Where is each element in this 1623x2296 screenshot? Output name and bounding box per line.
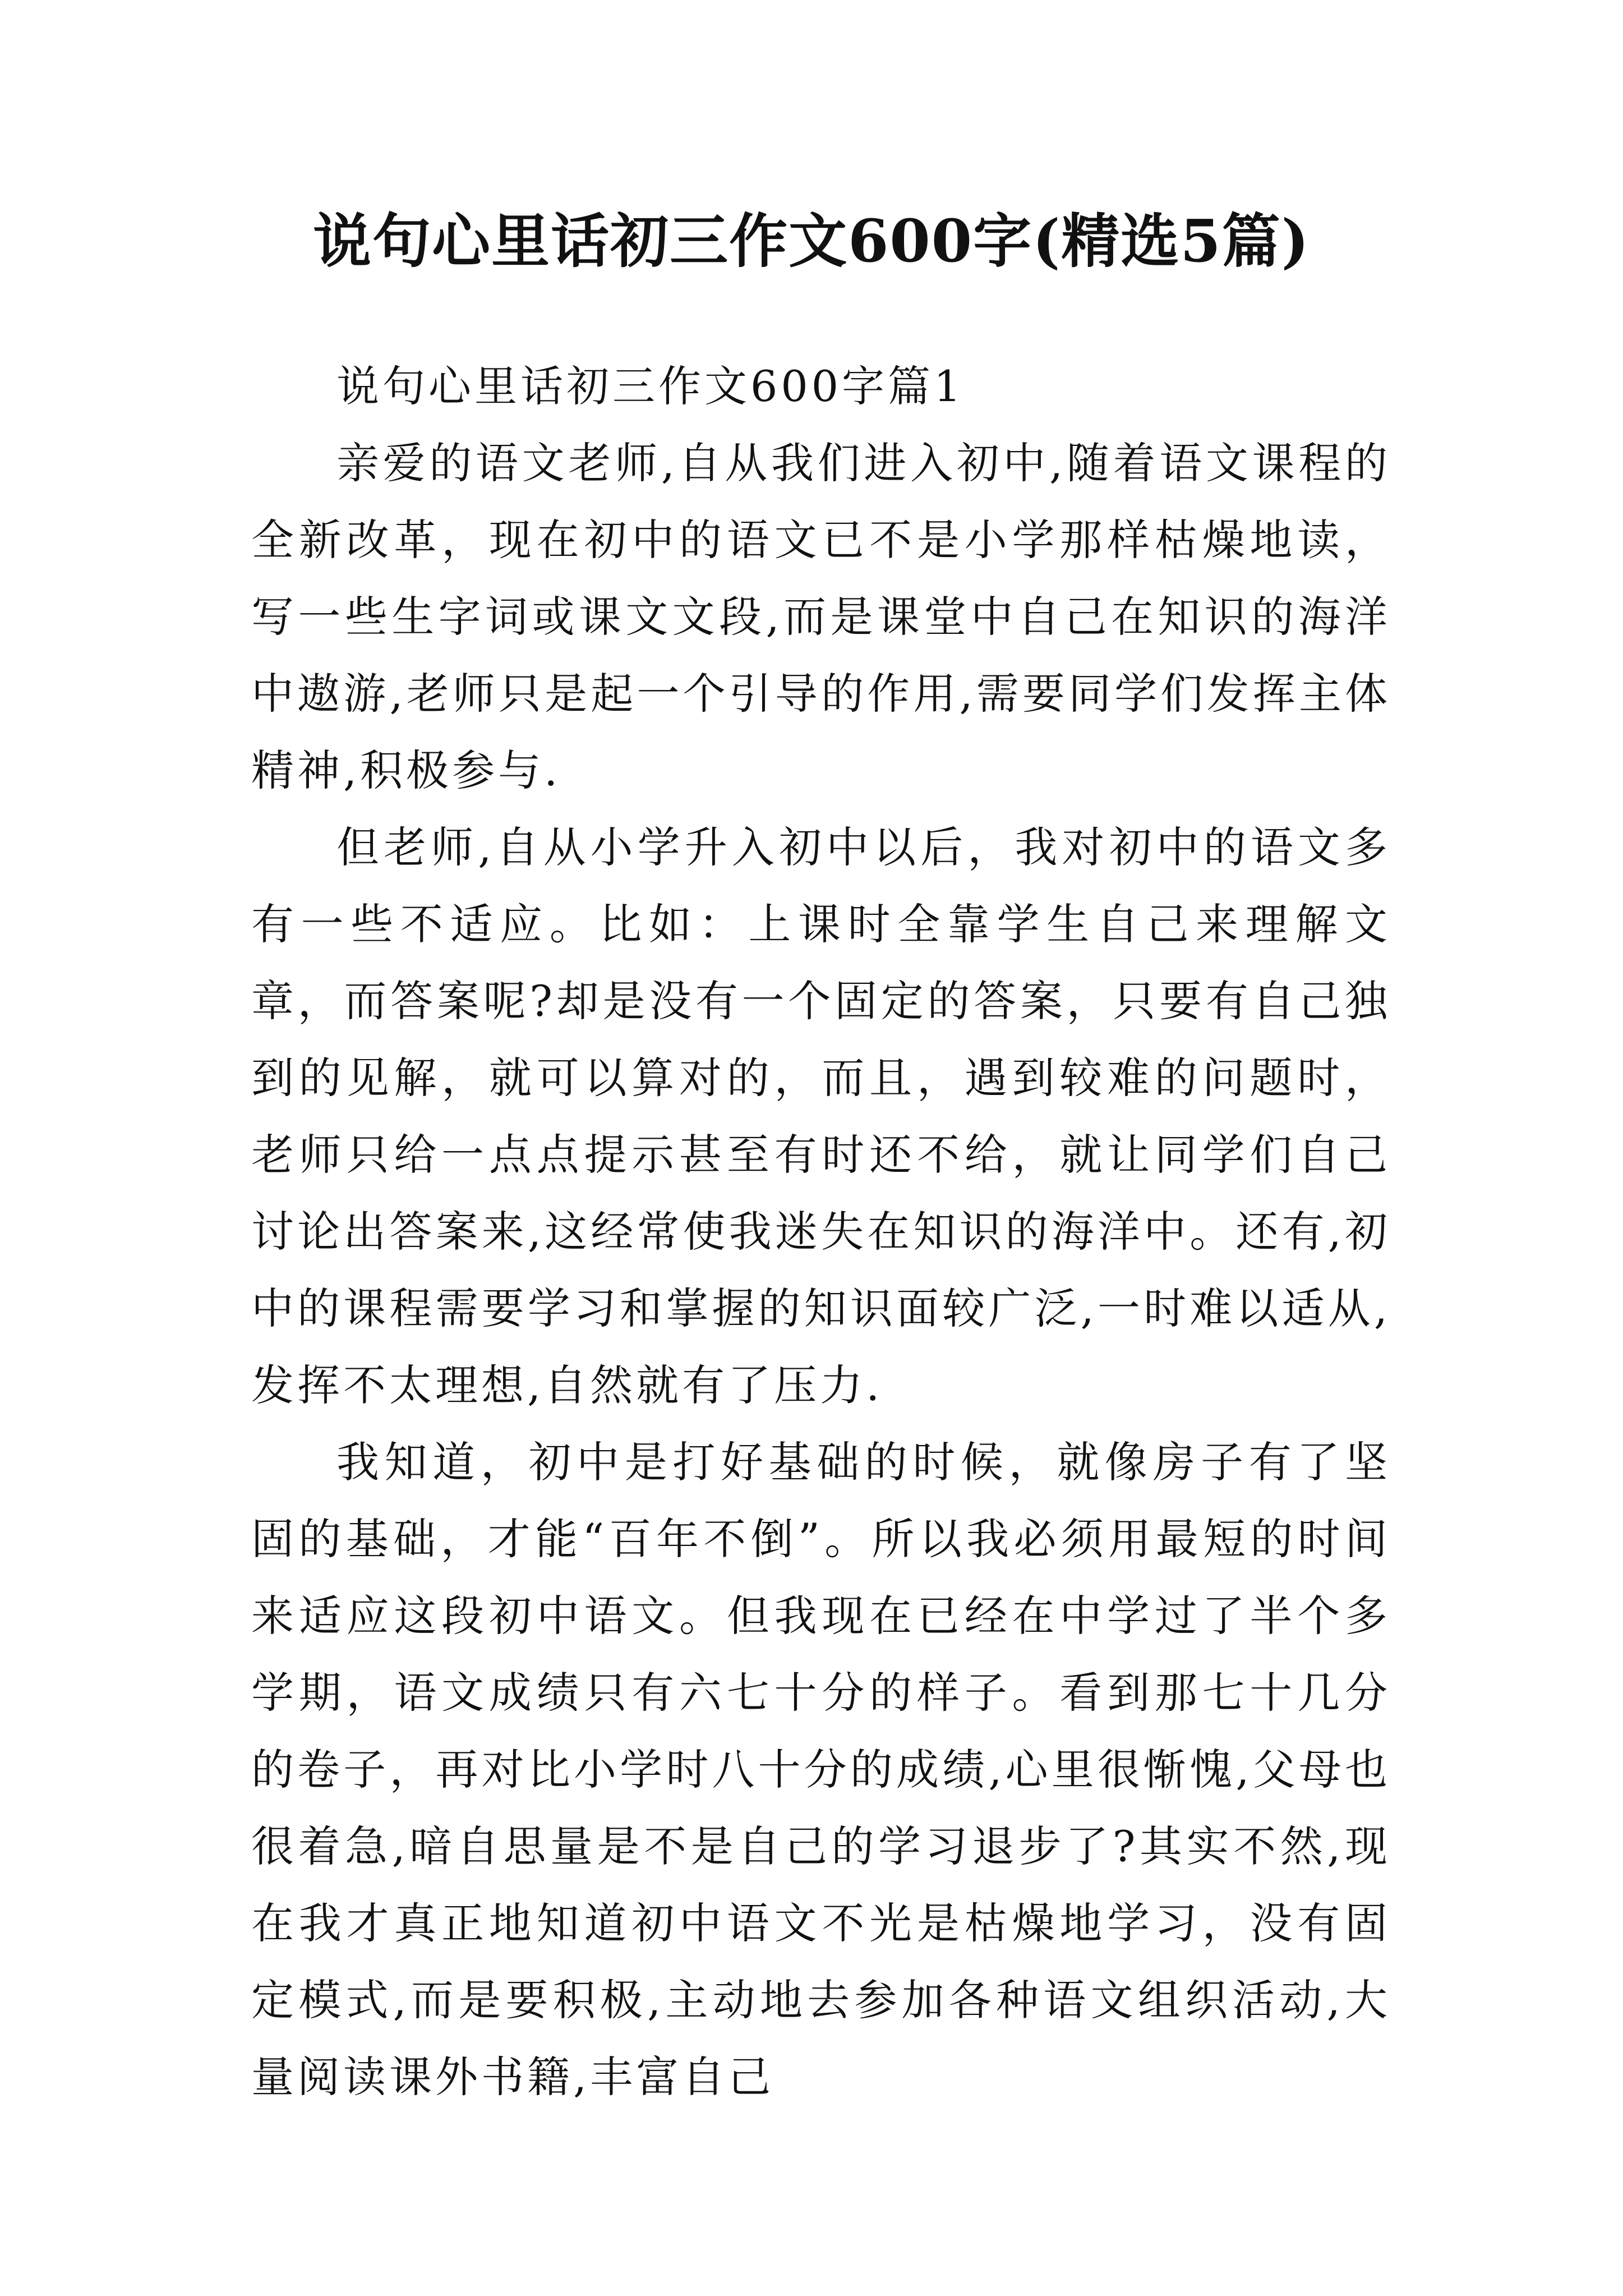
paragraph: 我知道，初中是打好基础的时候，就像房子有了坚固的基础，才能“百年不倒”。所以我必须用最短的时间来适应这段初中语文。但我现在已经在中学过了半个多学期，语文成绩只有六七十分的样子。看到那七十几分的卷子，再对比小学时八十分的成绩,心里很惭愧,父母也很着急,暗自思量是不是自己的学习退步了?其实不然,现在我才真正地知道初中语文不光是枯燥地学习，没有固定模式,而是要积极,主动地去参加各种语文组织活动,大量阅读课外书籍,丰富自己: [251, 1437, 1391, 2102]
section-heading: 说句心里话初三作文600字篇1: [336, 361, 965, 411]
paragraph: 亲爱的语文老师,自从我们进入初中,随着语文课程的全新改革，现在初中的语文已不是小学那样枯燥地读，写一些生字词或课文文段,而是课堂中自己在知识的海洋中遨游,老师只是起一个引导的作用,需要同学们发挥主体精神,积极参与.: [251, 438, 1391, 795]
document-title: 说句心里话初三作文600字(精选5篇): [313, 206, 1310, 275]
document-body: [251, 348, 1391, 2115]
paragraph: 但老师,自从小学升入初中以后，我对初中的语文多有一些不适应。比如：上课时全靠学生自己来理解文章，而答案呢?却是没有一个固定的答案，只要有自己独到的见解，就可以算对的，而且，遇到较难的问题时，老师只给一点点提示甚至有时还不给，就让同学们自己讨论出答案来,这经常使我迷失在知识的海洋中。还有,初中的课程需要学习和掌握的知识面较广泛,一时难以适从,发挥不太理想,自然就有了压力.: [251, 822, 1391, 1410]
